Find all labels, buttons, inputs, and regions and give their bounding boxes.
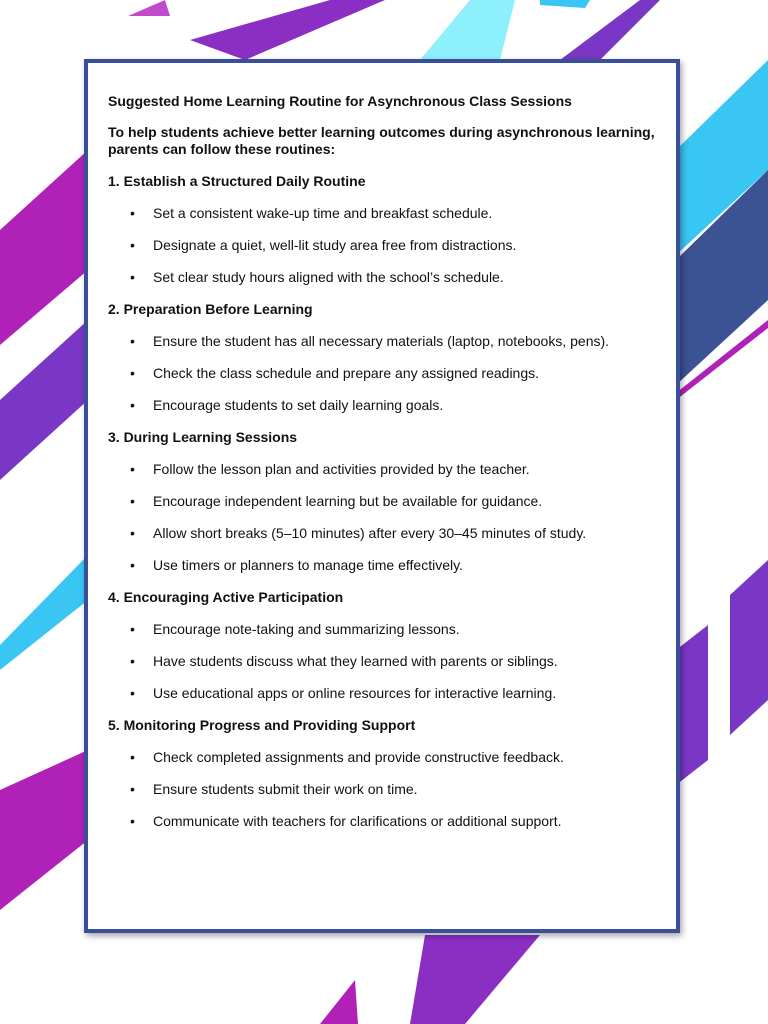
bullet-icon: •	[130, 813, 135, 829]
section-5	[108, 717, 658, 830]
bullet-icon: •	[130, 781, 135, 797]
section-2	[108, 301, 658, 414]
list-item-text: Set clear study hours aligned with the school’s schedule.	[153, 269, 504, 285]
list-item-text: Communicate with teachers for clarifications or additional support.	[153, 813, 562, 829]
bullet-list	[108, 621, 658, 702]
list-item-text: Check completed assignments and provide constructive feedback.	[153, 749, 564, 765]
decor-shape	[540, 0, 590, 8]
list-item	[108, 749, 658, 766]
list-item	[108, 621, 658, 638]
bullet-icon: •	[130, 749, 135, 765]
list-item-text: Set a consistent wake-up time and breakfast schedule.	[153, 205, 493, 221]
bullet-icon: •	[130, 653, 135, 669]
list-item	[108, 365, 658, 382]
list-item	[108, 205, 658, 222]
bullet-icon: •	[130, 237, 135, 253]
list-item	[108, 397, 658, 414]
list-item-text: Ensure the student has all necessary materials (laptop, notebooks, pens).	[153, 333, 610, 349]
decor-shape	[0, 150, 88, 345]
list-item	[108, 557, 658, 574]
decor-shape	[676, 625, 708, 785]
decor-shape	[128, 0, 170, 16]
section-1	[108, 173, 658, 286]
list-item-text: Allow short breaks (5–10 minutes) after every 30–45 minutes of study.	[153, 525, 587, 541]
list-item	[108, 269, 658, 286]
document-intro: To help students achieve better learning outcomes during asynchronous learning, parents can follow these routines:	[108, 124, 655, 157]
section-heading: 4. Encouraging Active Participation	[108, 589, 344, 605]
list-item	[108, 333, 658, 350]
list-item	[108, 685, 658, 702]
list-item	[108, 461, 658, 478]
bullet-list	[108, 749, 658, 830]
document-card	[84, 59, 680, 933]
decor-shape	[730, 560, 768, 735]
section-heading: 5. Monitoring Progress and Providing Support	[108, 717, 416, 733]
bullet-list	[108, 461, 658, 574]
bullet-icon: •	[130, 365, 135, 381]
section-heading: 2. Preparation Before Learning	[108, 301, 313, 317]
decor-shape	[410, 935, 540, 1024]
list-item-text: Ensure students submit their work on time.	[153, 781, 418, 797]
decor-shape	[420, 0, 515, 60]
bullet-list	[108, 333, 658, 414]
list-item	[108, 493, 658, 510]
bullet-icon: •	[130, 493, 135, 509]
decor-shape	[0, 555, 88, 670]
decor-shape	[0, 320, 88, 480]
sections	[108, 173, 658, 830]
bullet-list	[108, 205, 658, 286]
list-item	[108, 813, 658, 830]
bullet-icon: •	[130, 461, 135, 477]
list-item-text: Encourage independent learning but be available for guidance.	[153, 493, 543, 509]
section-heading: 1. Establish a Structured Daily Routine	[108, 173, 366, 189]
document-title: Suggested Home Learning Routine for Asynchronous Class Sessions	[108, 93, 572, 109]
list-item	[108, 653, 658, 670]
bullet-icon: •	[130, 557, 135, 573]
bullet-icon: •	[130, 269, 135, 285]
bullet-icon: •	[130, 621, 135, 637]
list-item-text: Encourage students to set daily learning goals.	[153, 397, 444, 413]
list-item-text: Have students discuss what they learned with parents or siblings.	[153, 653, 558, 669]
list-item-text: Check the class schedule and prepare any assigned readings.	[153, 365, 540, 381]
document-content	[108, 93, 658, 845]
decor-shape	[320, 980, 358, 1024]
list-item-text: Follow the lesson plan and activities provided by the teacher.	[153, 461, 530, 477]
decor-shape	[560, 0, 660, 60]
list-item-text: Designate a quiet, well-lit study area free from distractions.	[153, 237, 517, 253]
decor-shape	[190, 0, 385, 60]
section-heading: 3. During Learning Sessions	[108, 429, 298, 445]
bullet-icon: •	[130, 205, 135, 221]
decor-shape	[0, 750, 88, 910]
list-item	[108, 781, 658, 798]
list-item	[108, 525, 658, 542]
section-4	[108, 589, 658, 702]
list-item-text: Encourage note-taking and summarizing lessons.	[153, 621, 460, 637]
bullet-icon: •	[130, 525, 135, 541]
list-item	[108, 237, 658, 254]
list-item-text: Use timers or planners to manage time effectively.	[153, 557, 463, 573]
bullet-icon: •	[130, 333, 135, 349]
list-item-text: Use educational apps or online resources for interactive learning.	[153, 685, 557, 701]
bullet-icon: •	[130, 397, 135, 413]
bullet-icon: •	[130, 685, 135, 701]
section-3	[108, 429, 658, 574]
